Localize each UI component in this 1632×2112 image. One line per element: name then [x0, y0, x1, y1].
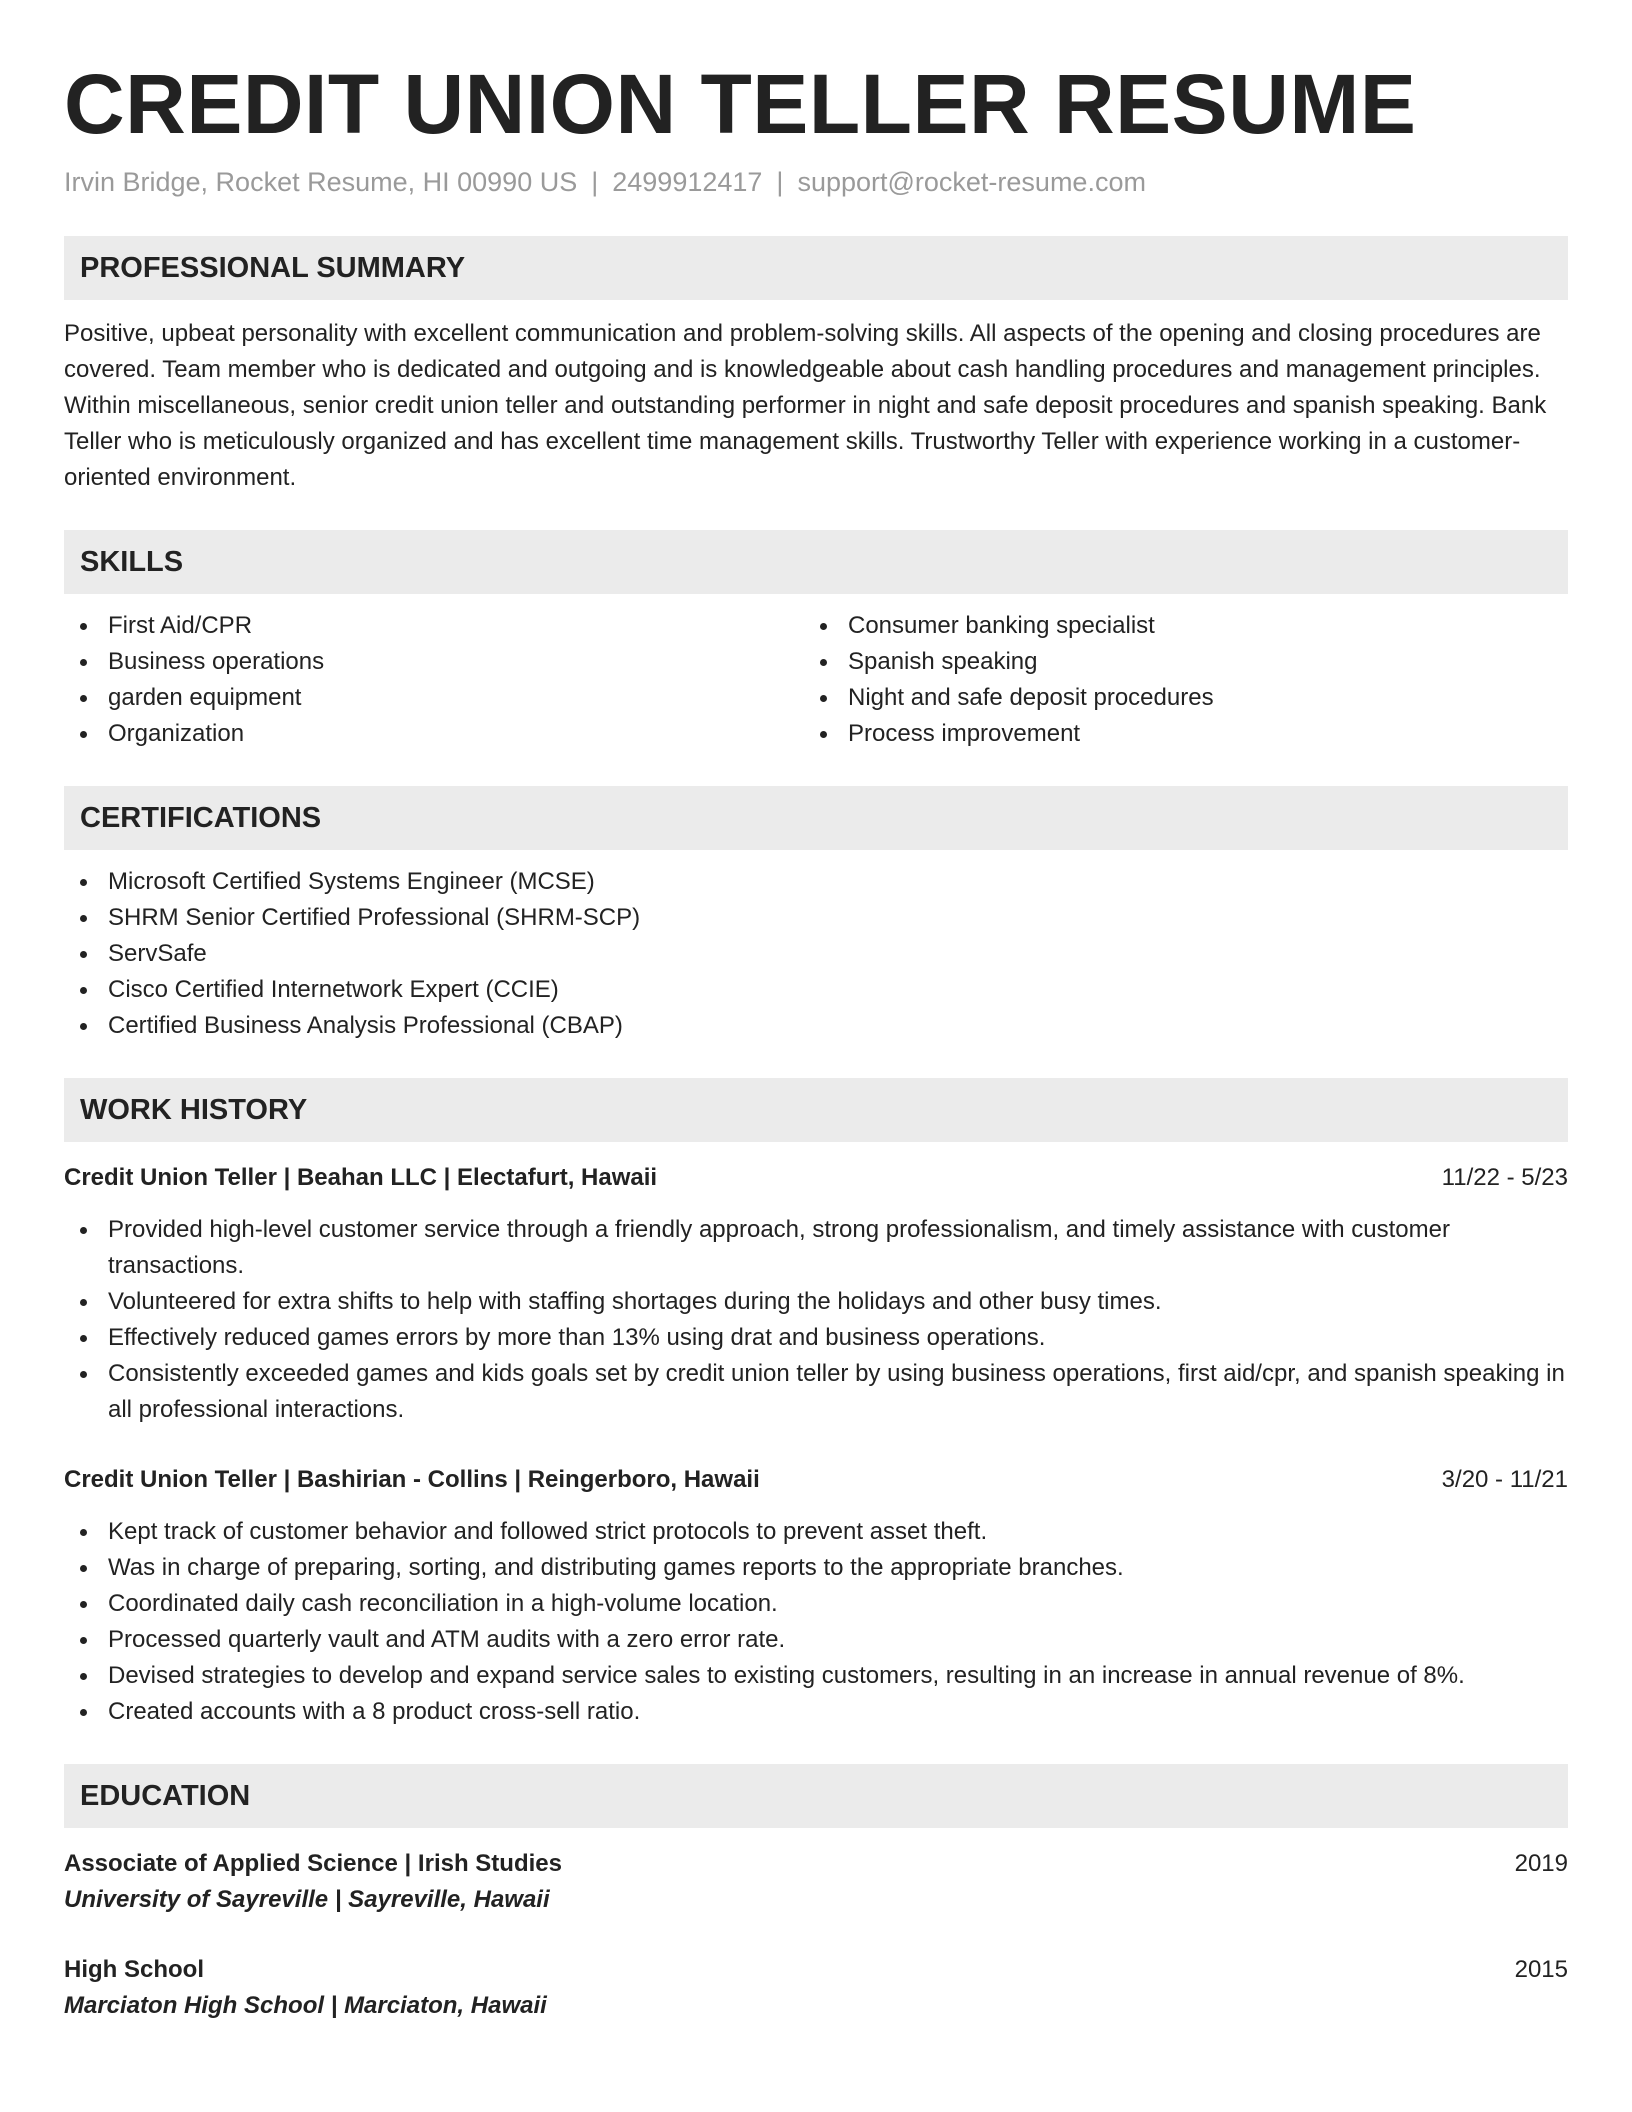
skill-item: Night and safe deposit procedures — [804, 680, 1544, 716]
job-bullet: Consistently exceeded games and kids goals set by credit union teller by using business operations, first aid/cpr, and spanish speaking in all professional interactions. — [64, 1356, 1568, 1428]
education-header — [64, 1952, 1568, 1988]
job-title: Credit Union Teller | Bashirian - Collins | Reingerboro, Hawaii — [64, 1466, 760, 1493]
skill-item: Consumer banking specialist — [804, 608, 1544, 644]
contact-separator: | — [776, 167, 784, 197]
job-bullet: Created accounts with a 8 product cross-sell ratio. — [64, 1694, 1568, 1730]
job-dates: 11/22 - 5/23 — [1441, 1164, 1568, 1191]
contact-separator: | — [591, 167, 599, 197]
job-bullet: Volunteered for extra shifts to help with staffing shortages during the holidays and other busy times. — [64, 1284, 1568, 1320]
certifications-list — [64, 864, 1568, 1044]
job-entry — [64, 1462, 1568, 1730]
job-entry — [64, 1160, 1568, 1428]
contact-phone: 2499912417 — [612, 167, 763, 197]
skills-right-list — [804, 608, 1544, 752]
skill-item: Organization — [64, 716, 804, 752]
resume-title: CREDIT UNION TELLER RESUME — [64, 57, 1417, 151]
skill-item: Business operations — [64, 644, 804, 680]
skills-grid — [64, 608, 1568, 752]
contact-email: support@rocket-resume.com — [797, 167, 1146, 197]
job-bullet: Kept track of customer behavior and followed strict protocols to prevent asset theft. — [64, 1514, 1568, 1550]
skill-item: Spanish speaking — [804, 644, 1544, 680]
job-bullet: Provided high-level customer service through a friendly approach, strong professionalism, and timely assistance with customer transactions. — [64, 1212, 1568, 1284]
section-header-certifications: CERTIFICATIONS — [64, 786, 1568, 850]
certification-item: Certified Business Analysis Professional (CBAP) — [64, 1008, 1568, 1044]
skill-item: First Aid/CPR — [64, 608, 804, 644]
job-bullet: Coordinated daily cash reconciliation in a high-volume location. — [64, 1586, 1568, 1622]
skill-item: garden equipment — [64, 680, 804, 716]
education-degree: Associate of Applied Science | Irish Studies — [64, 1850, 562, 1877]
certification-item: Microsoft Certified Systems Engineer (MCSE) — [64, 864, 1568, 900]
education-entry — [64, 1846, 1568, 1918]
certification-item: Cisco Certified Internetwork Expert (CCIE) — [64, 972, 1568, 1008]
job-header — [64, 1160, 1568, 1196]
job-bullet: Devised strategies to develop and expand service sales to existing customers, resulting in an increase in annual revenue of 8%. — [64, 1658, 1568, 1694]
skills-left-list — [64, 608, 804, 752]
certification-item: SHRM Senior Certified Professional (SHRM-SCP) — [64, 900, 1568, 936]
skill-item: Process improvement — [804, 716, 1544, 752]
education-school: Marciaton High School | Marciaton, Hawaii — [64, 1992, 547, 2019]
certification-item: ServSafe — [64, 936, 1568, 972]
education-school: University of Sayreville | Sayreville, Hawaii — [64, 1886, 550, 1913]
contact-address: Irvin Bridge, Rocket Resume, HI 00990 US — [64, 167, 578, 197]
education-year: 2019 — [1514, 1850, 1568, 1877]
section-header-skills: SKILLS — [64, 530, 1568, 594]
section-header-work-history: WORK HISTORY — [64, 1078, 1568, 1142]
section-header-education: EDUCATION — [64, 1764, 1568, 1828]
summary-text: Positive, upbeat personality with excellent communication and problem-solving skills. All aspects of the opening and closing procedures are covered. Team member who is dedicated and outgoing and is knowledgeable about cash handling procedures and management principles. Within miscellaneous, senior credit union teller and outstanding performer in night and safe deposit procedures and spanish speaking. Bank Teller who is meticulously organized and has excellent time management skills. Trustworthy Teller with experience working in a customer-oriented environment. — [64, 320, 1547, 491]
job-bullet: Processed quarterly vault and ATM audits with a zero error rate. — [64, 1622, 1568, 1658]
education-degree: High School — [64, 1956, 204, 1983]
job-title: Credit Union Teller | Beahan LLC | Electafurt, Hawaii — [64, 1164, 658, 1191]
job-bullet: Effectively reduced games errors by more than 13% using drat and business operations. — [64, 1320, 1568, 1356]
job-bullet: Was in charge of preparing, sorting, and distributing games reports to the appropriate branches. — [64, 1550, 1568, 1586]
contact-line — [64, 164, 1568, 200]
job-bullets — [64, 1212, 1568, 1428]
education-header — [64, 1846, 1568, 1882]
job-dates: 3/20 - 11/21 — [1441, 1466, 1568, 1493]
education-entry — [64, 1952, 1568, 2024]
section-header-summary: PROFESSIONAL SUMMARY — [64, 236, 1568, 300]
job-header — [64, 1462, 1568, 1498]
job-bullets — [64, 1514, 1568, 1730]
education-year: 2015 — [1514, 1956, 1568, 1983]
